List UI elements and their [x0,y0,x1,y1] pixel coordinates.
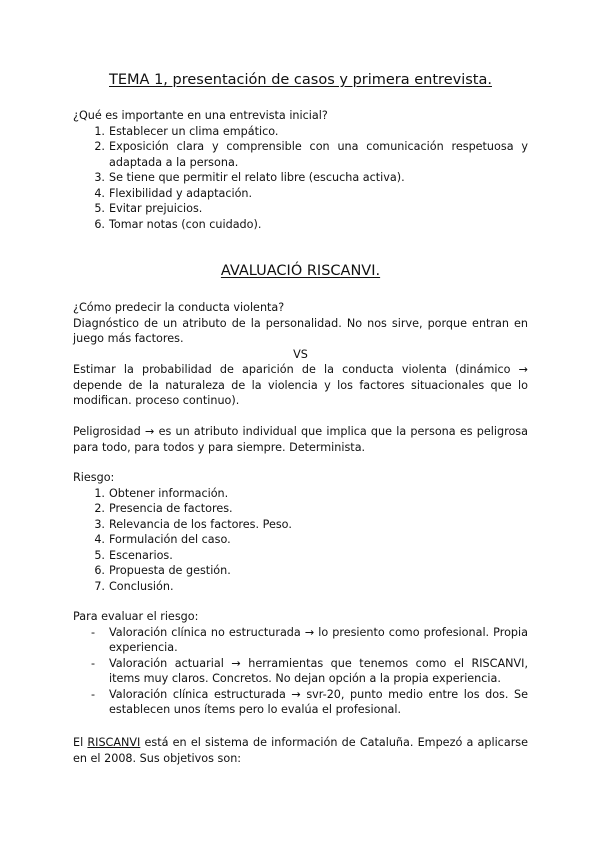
intro-block [73,108,528,232]
danger-block [73,424,528,455]
question-conducta: ¿Cómo predecir la conducta violenta? [73,301,285,314]
closing-text: El RISCANVI está en el sistema de información de Cataluña. Empezó a aplicarse en el 2008. Sus objetivos son: [73,736,528,765]
list-item: 6. Tomar notas (con cuidado). [94,217,262,231]
prediction-block [73,300,528,409]
list-item: 2. Presencia de factores. [94,502,233,515]
question-entrevista: ¿Qué es importante en una entrevista inicial? [73,109,328,122]
list-item: 4. Formulación del caso. [94,533,231,546]
evaluate-block [73,609,528,718]
list-item: 3. Se tiene que permitir el relato libre (escucha activa). [94,171,405,184]
section-title-tema1: TEMA 1, presentación de casos y primera entrevista. [109,72,492,88]
list-item: 6. Propuesta de gestión. [94,564,231,577]
section-title-riscanvi: AVALUACIÓ RISCANVI. [220,263,381,279]
list-item: - Valoración actuarial → herramientas que tenemos como el RISCANVI, items muy claros. Concretos. No dejan opción a la propia experiencia. [91,656,528,685]
list-item: - Valoración clínica estructurada → svr-20, punto medio entre los dos. Se establecen unos ítems pero lo evalúa el profesional. [91,687,528,716]
estimate-text: Estimar la probabilidad de aparición de la conducta violenta (dinámico → depende de la naturaleza de la violencia y los factores situacionales que lo modifican. proceso continuo). [73,363,528,407]
evaluate-label: Para evaluar el riesgo: [73,610,199,623]
risk-block [73,470,528,594]
danger-text: Peligrosidad → es un atributo individual que implica que la persona es peligrosa para todo, para todos y para siempre. Determinista. [73,425,528,454]
list-item: 1. Establecer un clima empático. [94,124,279,138]
entrevista-list [73,124,528,233]
risk-steps-list [73,486,528,595]
list-item: 2. Exposición clara y comprensible con una comunicación respetuosa y adaptada a la persona. [94,140,528,169]
list-item: 7. Conclusión. [94,579,174,593]
closing-block [73,735,528,766]
evaluate-list [73,625,528,718]
list-item: 4. Flexibilidad y adaptación. [94,186,253,200]
riscanvi-underlined: RISCANVI [87,736,141,749]
list-item: 5. Escenarios. [94,548,173,562]
list-item: 3. Relevancia de los factores. Peso. [94,517,292,531]
list-item: 1. Obtener información. [94,486,229,500]
risk-label: Riesgo: [73,471,115,484]
diagnostic-text: Diagnóstico de un atributo de la personalidad. No nos sirve, porque entran en juego más factores. [73,316,528,345]
vs-label: VS [293,347,308,361]
list-item: 5. Evitar prejuicios. [94,202,203,215]
list-item: - Valoración clínica no estructurada → lo presiento como profesional. Propia experiencia. [91,625,528,654]
